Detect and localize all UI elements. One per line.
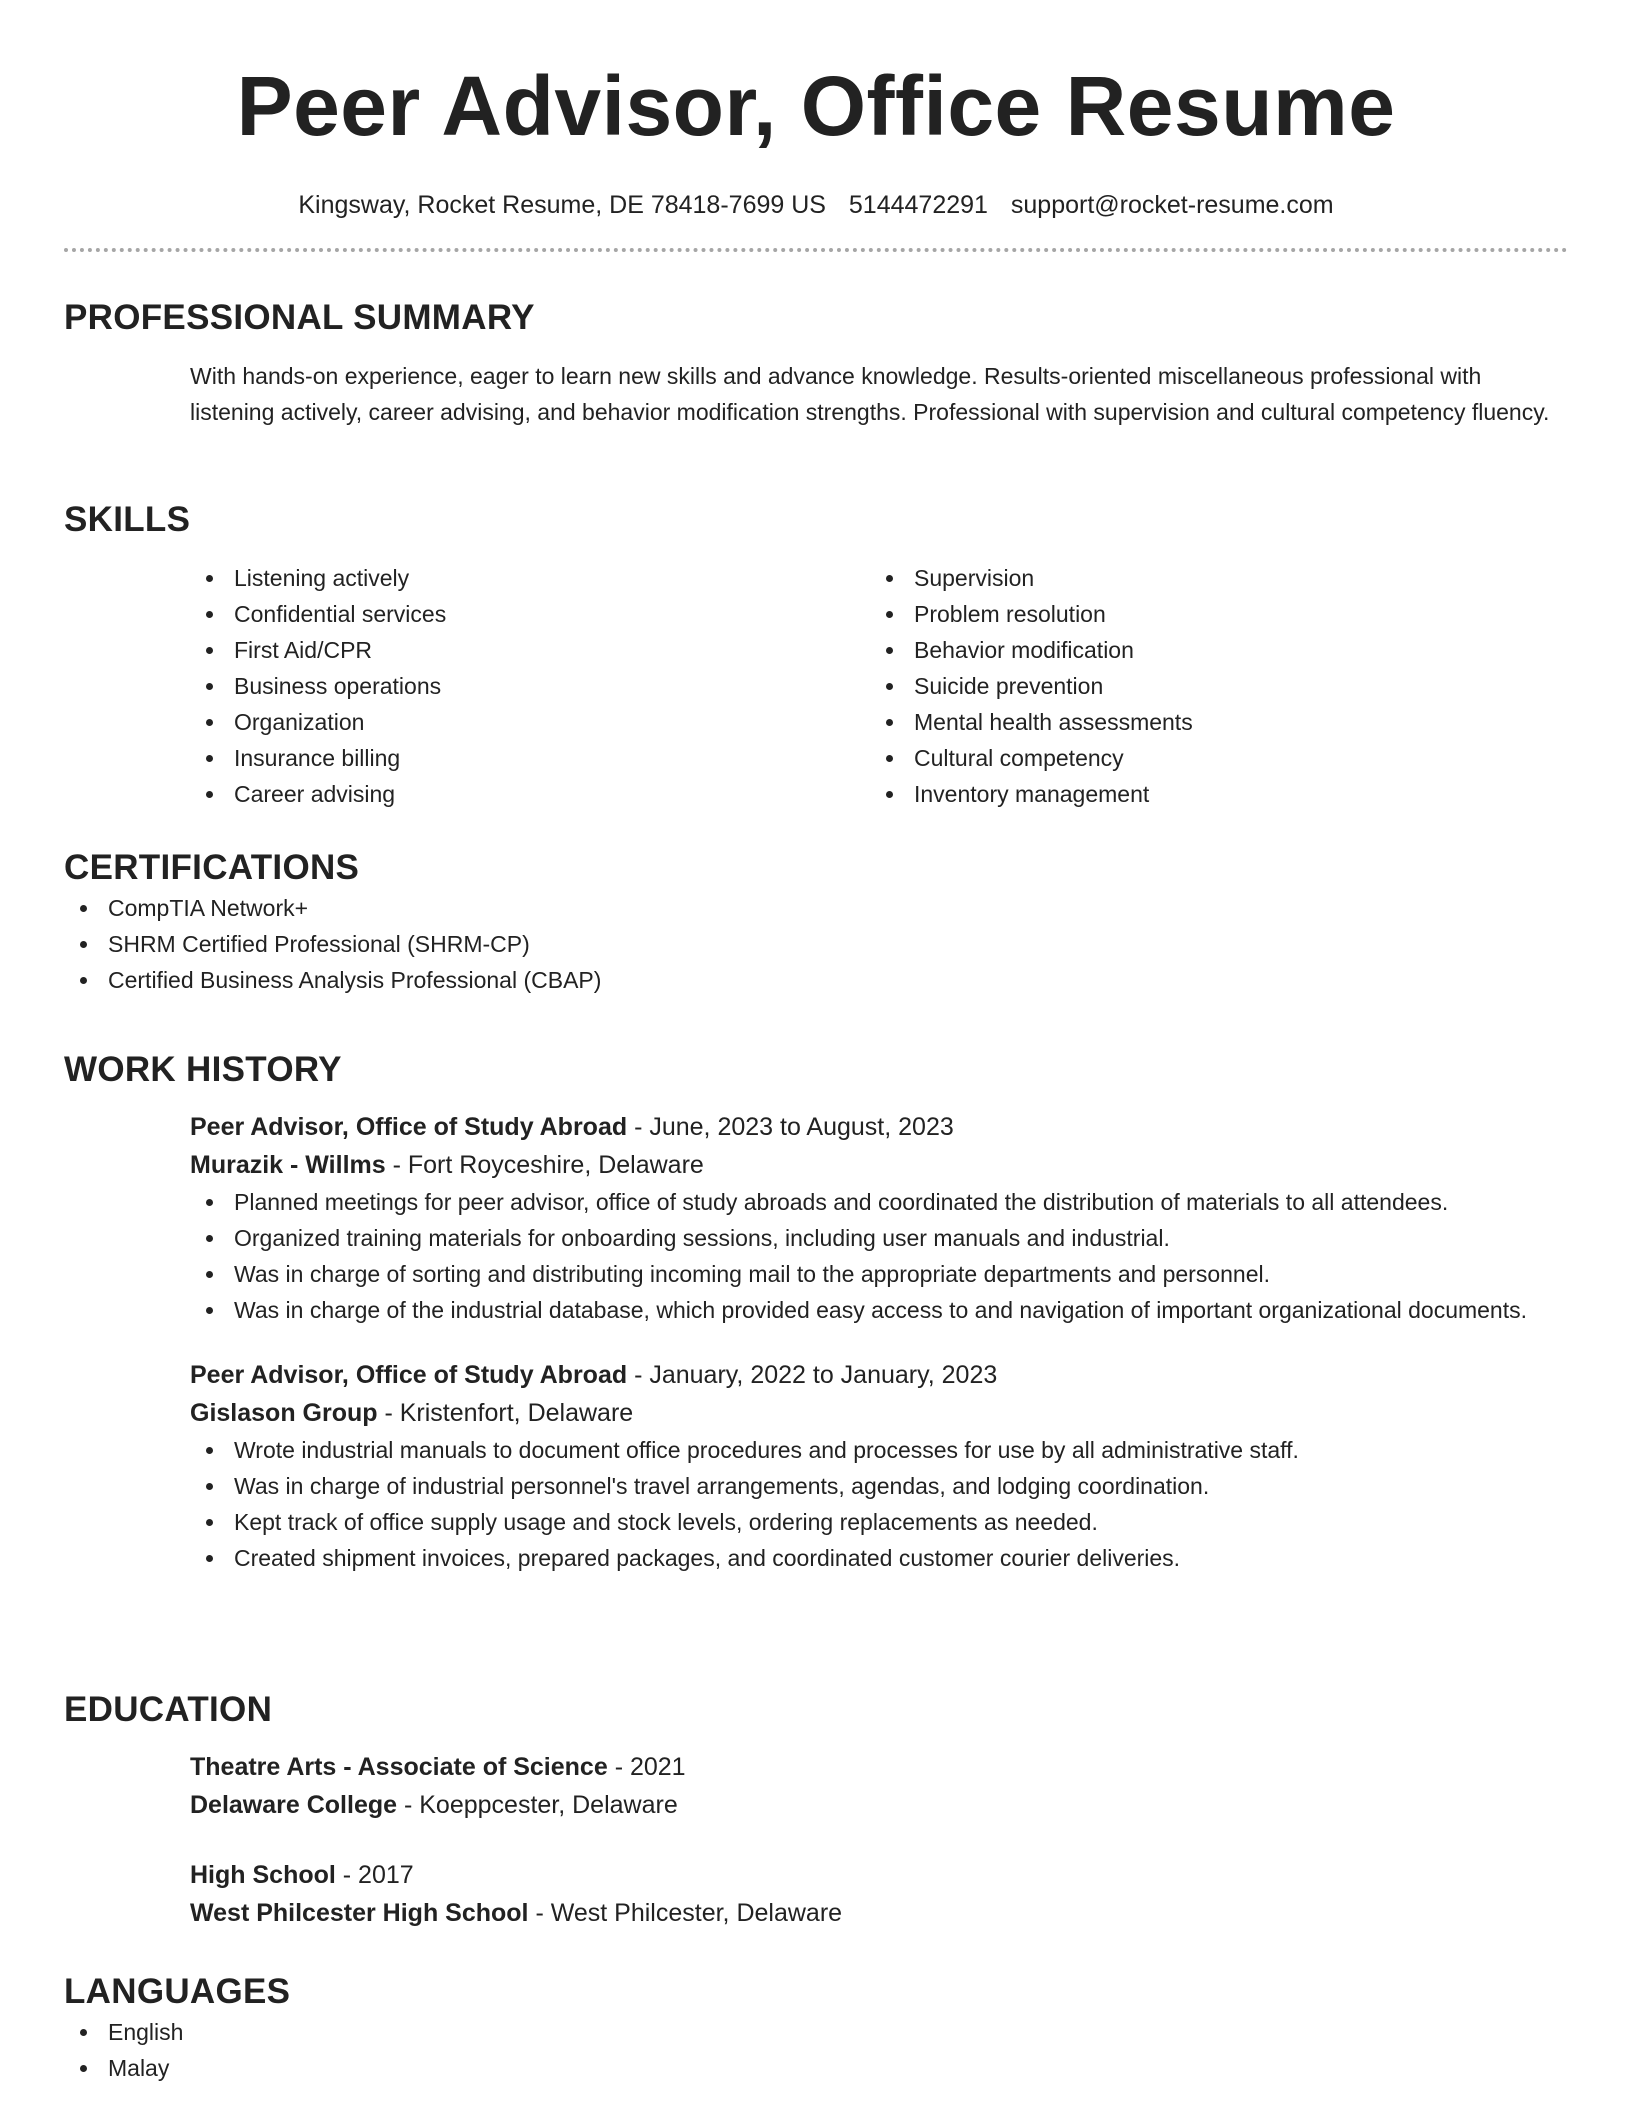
list-item: Suicide prevention xyxy=(870,668,1550,704)
skills-columns xyxy=(190,560,1568,812)
job-company: Gislason Group xyxy=(190,1399,378,1427)
header-divider xyxy=(64,248,1568,252)
education-entry xyxy=(190,1856,1568,1932)
education-degree-line xyxy=(190,1748,1568,1786)
languages-section xyxy=(64,1970,1568,2086)
work-history-heading: WORK HISTORY xyxy=(64,1050,342,1089)
list-item: Was in charge of sorting and distributing incoming mail to the appropriate departments and personnel. xyxy=(190,1256,1620,1292)
education-school-line xyxy=(190,1786,1568,1824)
list-item: Certified Business Analysis Professional (CBAP) xyxy=(64,962,1568,998)
education-heading: EDUCATION xyxy=(64,1690,273,1729)
job-dates: - June, 2023 to August, 2023 xyxy=(627,1113,954,1141)
education-year: - 2021 xyxy=(607,1753,686,1781)
job-dates: - January, 2022 to January, 2023 xyxy=(627,1361,998,1389)
list-item: Malay xyxy=(64,2050,1568,2086)
job-company-line xyxy=(190,1146,1568,1184)
job-entry xyxy=(190,1108,1568,1328)
education-degree: Theatre Arts - Associate of Science xyxy=(190,1753,608,1781)
list-item: Was in charge of the industrial database, which provided easy access to and navigation of important organizational documents. xyxy=(190,1292,1620,1328)
list-item: Behavior modification xyxy=(870,632,1550,668)
list-item: Planned meetings for peer advisor, office of study abroads and coordinated the distribution of materials to all attendees. xyxy=(190,1184,1620,1220)
languages-list xyxy=(64,2014,1568,2086)
work-history-section xyxy=(64,1048,1568,1576)
list-item: Career advising xyxy=(190,776,870,812)
list-item: Problem resolution xyxy=(870,596,1550,632)
education-school-line xyxy=(190,1894,1568,1932)
languages-heading: LANGUAGES xyxy=(64,1972,291,2011)
job-title-line xyxy=(190,1108,1568,1146)
education-degree-line xyxy=(190,1856,1568,1894)
education-entry xyxy=(190,1748,1568,1824)
list-item: English xyxy=(64,2014,1568,2050)
list-item: Supervision xyxy=(870,560,1550,596)
list-item: Inventory management xyxy=(870,776,1550,812)
contact-address: Kingsway, Rocket Resume, DE 78418-7699 US xyxy=(298,191,826,219)
job-location: - Kristenfort, Delaware xyxy=(377,1399,634,1427)
list-item: Confidential services xyxy=(190,596,870,632)
list-item: Insurance billing xyxy=(190,740,870,776)
job-entry xyxy=(190,1356,1568,1576)
summary-heading: PROFESSIONAL SUMMARY xyxy=(64,298,535,337)
job-company: Murazik - Willms xyxy=(190,1151,386,1179)
job-bullets xyxy=(190,1432,1620,1576)
list-item: Kept track of office supply usage and stock levels, ordering replacements as needed. xyxy=(190,1504,1620,1540)
list-item: First Aid/CPR xyxy=(190,632,870,668)
education-section xyxy=(64,1688,1568,1932)
education-school: Delaware College xyxy=(190,1791,398,1819)
skills-heading: SKILLS xyxy=(64,500,191,539)
list-item: CompTIA Network+ xyxy=(64,890,1568,926)
job-title: Peer Advisor, Office of Study Abroad xyxy=(190,1113,628,1141)
job-bullets xyxy=(190,1184,1620,1328)
list-item: Cultural competency xyxy=(870,740,1550,776)
skills-right-list xyxy=(870,560,1550,812)
job-title-line xyxy=(190,1356,1568,1394)
list-item: Created shipment invoices, prepared packages, and coordinated customer courier deliveries. xyxy=(190,1540,1620,1576)
list-item: Listening actively xyxy=(190,560,870,596)
job-location: - Fort Royceshire, Delaware xyxy=(385,1151,704,1179)
education-degree: High School xyxy=(190,1861,336,1889)
resume-title: Peer Advisor, Office Resume xyxy=(236,59,1396,153)
contact-email: support@rocket-resume.com xyxy=(1010,191,1334,219)
list-item: Business operations xyxy=(190,668,870,704)
summary-text: With hands-on experience, eager to learn new skills and advance knowledge. Results-oriented miscellaneous professional with listening actively, career advising, and behavior modification strengths. Professional with supervision and cultural competency fluency. xyxy=(190,363,1550,425)
list-item: Mental health assessments xyxy=(870,704,1550,740)
contact-line xyxy=(64,190,1568,220)
list-item: Was in charge of industrial personnel's travel arrangements, agendas, and lodging coordination. xyxy=(190,1468,1620,1504)
contact-phone: 5144472291 xyxy=(848,191,988,219)
list-item: SHRM Certified Professional (SHRM-CP) xyxy=(64,926,1568,962)
list-item: Wrote industrial manuals to document office procedures and processes for use by all administrative staff. xyxy=(190,1432,1620,1468)
list-item: Organized training materials for onboarding sessions, including user manuals and industrial. xyxy=(190,1220,1620,1256)
certifications-list xyxy=(64,890,1568,998)
skills-left-list xyxy=(190,560,870,812)
education-location: - Koeppcester, Delaware xyxy=(397,1791,678,1819)
education-location: - West Philcester, Delaware xyxy=(528,1899,843,1927)
summary-section xyxy=(64,296,1568,430)
certifications-section xyxy=(64,846,1568,998)
skills-section xyxy=(64,498,1568,812)
education-school: West Philcester High School xyxy=(190,1899,529,1927)
job-company-line xyxy=(190,1394,1568,1432)
job-title: Peer Advisor, Office of Study Abroad xyxy=(190,1361,628,1389)
list-item: Organization xyxy=(190,704,870,740)
certifications-heading: CERTIFICATIONS xyxy=(64,848,360,887)
education-year: - 2017 xyxy=(335,1861,414,1889)
